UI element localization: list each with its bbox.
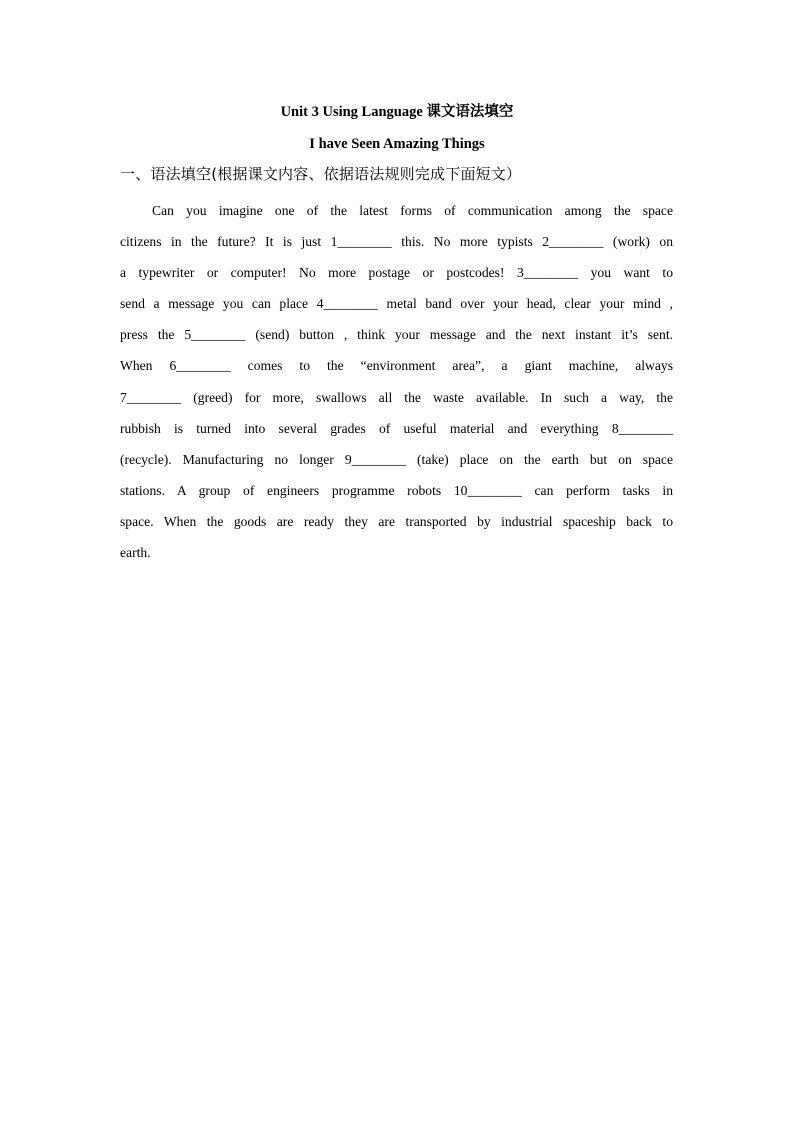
document-title: Unit 3 Using Language 课文语法填空 bbox=[280, 104, 514, 120]
passage-line-10: stations. A group of engineers programme robots 10________ can perform tasks in bbox=[120, 482, 673, 498]
passage-line-8: rubbish is turned into several grades of useful material and everything 8________ bbox=[120, 420, 673, 436]
passage-title: I have Seen Amazing Things bbox=[309, 136, 485, 152]
passage-line-3: a typewriter or computer! No more postage or postcodes! 3________ you want to bbox=[120, 265, 673, 281]
passage-line-9: (recycle). Manufacturing no longer 9________ (take) place on the earth but on space bbox=[120, 451, 673, 467]
passage-line-11: space. When the goods are ready they are transported by industrial spaceship back to bbox=[120, 513, 673, 529]
passage-line-12: earth. bbox=[120, 545, 151, 561]
section-heading: 一、语法填空(根据课文内容、依据语法规则完成下面短文） bbox=[120, 165, 522, 183]
passage-line-1: Can you imagine one of the latest forms of communication among the space bbox=[152, 203, 673, 218]
passage-text bbox=[120, 195, 673, 568]
passage-line-6: When 6________ comes to the “environment area”, a giant machine, always bbox=[120, 358, 673, 374]
passage-line-7: 7________ (greed) for more, swallows all the waste available. In such a way, the bbox=[120, 389, 673, 405]
passage-line-5: press the 5________ (send) button , think your message and the next instant it’s sent. bbox=[120, 327, 673, 343]
passage-line-4: send a message you can place 4________ metal band over your head, clear your mind , bbox=[120, 296, 673, 312]
passage-line-2: citizens in the future? It is just 1________ this. No more typists 2________ (work) on bbox=[120, 234, 673, 250]
